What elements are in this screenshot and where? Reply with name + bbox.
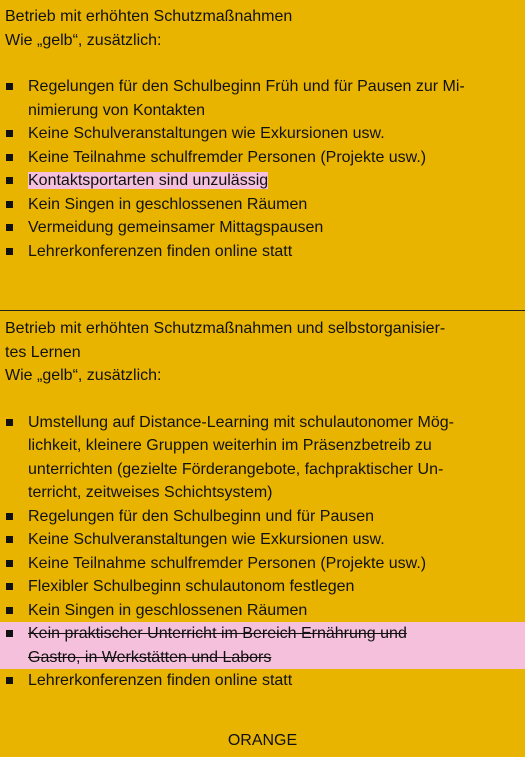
square-bullet-icon bbox=[6, 677, 13, 684]
square-bullet-icon bbox=[6, 201, 13, 208]
square-bullet-icon bbox=[6, 630, 13, 637]
list-item bbox=[0, 669, 525, 693]
square-bullet-icon bbox=[6, 130, 13, 137]
item-text: Keine Teilnahme schulfremder Personen (Projekte usw.) bbox=[28, 554, 427, 572]
item-text: Lehrerkonferenzen finden online statt bbox=[28, 242, 293, 260]
square-bullet-icon bbox=[6, 583, 13, 590]
item-text: Keine Schulveranstaltungen wie Exkursionen usw. bbox=[28, 125, 385, 142]
list-item bbox=[0, 528, 525, 552]
list-item bbox=[0, 75, 525, 122]
item-text: Flexibler Schulbeginn schulautonom festlegen bbox=[28, 578, 355, 595]
section-title-line2: tes Lernen bbox=[5, 343, 81, 361]
item-text: Regelungen für den Schulbeginn und für Pausen bbox=[28, 507, 375, 525]
square-bullet-icon bbox=[6, 154, 13, 161]
list-item bbox=[0, 552, 525, 576]
square-bullet-icon bbox=[6, 419, 13, 426]
item-text: Keine Teilnahme schulfremder Personen (Projekte usw.) bbox=[28, 148, 427, 166]
section-title-line1: Betrieb mit erhöhten Schutzmaßnahmen und selbstorganisier- bbox=[5, 320, 446, 337]
section-subtitle: Wie „gelb“, zusätzlich: bbox=[5, 31, 162, 49]
item-text: Lehrerkonferenzen finden online statt bbox=[28, 672, 293, 689]
item-text: Vermeidung gemeinsamer Mittagspausen bbox=[28, 219, 324, 236]
square-bullet-icon bbox=[6, 177, 13, 184]
item-text-line1: Regelungen für den Schulbeginn Früh und für Pausen zur Mi- bbox=[28, 78, 465, 95]
section-title: Betrieb mit erhöhten Schutzmaßnahmen bbox=[5, 8, 293, 25]
list-item bbox=[0, 575, 525, 599]
list-item bbox=[0, 599, 525, 623]
list-item bbox=[0, 216, 525, 240]
square-bullet-icon bbox=[6, 560, 13, 567]
square-bullet-icon bbox=[6, 224, 13, 231]
list-item: Umstellung auf Distance-Learning mit schulautonomer Mög- lichkeit, kleinere Gruppen weiterhin im Präsenzbetreib zu unterrichten (gezielte Förderangebote, fachpraktischer Un- terricht, zeitweises Schichtsystem) bbox=[0, 411, 525, 505]
measures-list bbox=[0, 411, 525, 693]
level-label: ORANGE bbox=[227, 732, 298, 749]
list-item bbox=[0, 505, 525, 529]
square-bullet-icon bbox=[6, 248, 13, 255]
item-text-line2: nimierung von Kontakten bbox=[28, 101, 205, 119]
item-text: Keine Schulveranstaltungen wie Exkursionen usw. bbox=[28, 531, 385, 548]
square-bullet-icon bbox=[6, 83, 13, 90]
item-text: Kein Singen in geschlossenen Räumen bbox=[28, 601, 308, 619]
list-item bbox=[0, 193, 525, 217]
item-text: Kein Singen in geschlossenen Räumen bbox=[28, 195, 308, 213]
section-subtitle: Wie „gelb“, zusätzlich: bbox=[5, 367, 162, 384]
item-text: Kontaktsportarten sind unzulässig bbox=[28, 172, 269, 189]
measures-list bbox=[0, 75, 525, 263]
list-item bbox=[0, 146, 525, 170]
section-orange-level-2 bbox=[0, 317, 525, 693]
list-item-struck-highlighted: Kein praktischer Unterricht im Bereich Ernährung und Gastro, in Werkstätten und Labors bbox=[0, 622, 525, 669]
square-bullet-icon bbox=[6, 607, 13, 614]
square-bullet-icon bbox=[6, 536, 13, 543]
section-divider bbox=[0, 310, 525, 311]
section-orange-level-1 bbox=[0, 5, 525, 263]
square-bullet-icon bbox=[6, 513, 13, 520]
list-item-highlighted bbox=[0, 169, 525, 193]
list-item bbox=[0, 240, 525, 264]
list-item bbox=[0, 122, 525, 146]
